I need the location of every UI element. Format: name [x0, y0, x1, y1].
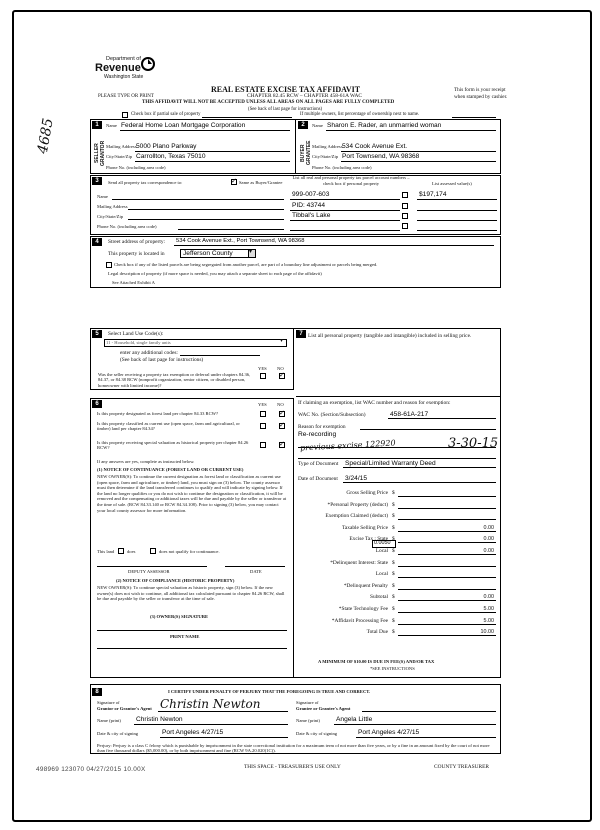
- section-7-badge: 7: [296, 330, 306, 338]
- county-treasurer-label: COUNTY TREASURER: [434, 764, 489, 770]
- grantor-agent-label: Grantor or Grantor's Agent: [97, 706, 152, 711]
- additional-codes-label: enter any additional codes:: [120, 350, 178, 356]
- grantor-name-line: [134, 724, 288, 725]
- sec5-yes-checkbox[interactable]: [260, 373, 266, 379]
- partial-sale-line: [202, 117, 292, 118]
- forest-yes-checkbox[interactable]: [260, 411, 266, 417]
- buyer-name-line: [326, 130, 496, 131]
- tax-row-line: [398, 531, 496, 532]
- grantee-date-line: [356, 737, 496, 738]
- seller-city-line: [135, 161, 290, 162]
- buyer-address-line: [341, 151, 496, 152]
- dollar-sign: $: [392, 525, 395, 531]
- street-address[interactable]: 534 Cook Avenue Ext., Port Townsend, WA 98368: [176, 238, 305, 244]
- parcel-2-checkbox[interactable]: [402, 203, 408, 209]
- sec3-address-line: [128, 209, 284, 210]
- grantor-name-label: Name (print): [97, 718, 121, 723]
- county-value: Jefferson County: [183, 250, 233, 257]
- parcel-4-line: [290, 230, 400, 231]
- please-type: PLEASE TYPE OR PRINT: [98, 94, 154, 99]
- seller-address-line: [135, 151, 290, 152]
- grantee-agent-label: Grantee or Grantee's Agent: [296, 706, 351, 711]
- sec6-yes-header: YES: [258, 402, 267, 407]
- dollar-sign: $: [392, 513, 395, 519]
- certify-statement: I CERTIFY UNDER PENALTY OF PERJURY THAT THE FOREGOING IS TRUE AND CORRECT.: [168, 689, 371, 694]
- tax-row-value[interactable]: 0.00: [483, 548, 494, 554]
- sec3-phone-label: Phone No. (including area code): [97, 224, 157, 229]
- assessed-line-4: [417, 230, 497, 231]
- tax-row-line: [398, 577, 496, 578]
- dollar-sign: $: [392, 490, 395, 496]
- tax-row-line: [398, 624, 496, 625]
- send-correspondence-label: Send all property tax correspondence to:: [108, 180, 183, 185]
- doc-date-value[interactable]: 3/24/15: [345, 475, 367, 482]
- receipt-note-2: when stamped by cashier.: [454, 94, 508, 100]
- receipt-note-1: This form is your receipt: [454, 87, 506, 93]
- handwritten-note: previous excise 122920: [299, 438, 396, 453]
- doc-date-line: [343, 482, 496, 483]
- buyer-city[interactable]: Port Townsend, WA 98368: [342, 153, 420, 160]
- additional-codes-line: [180, 355, 260, 356]
- parcel-2-line: [290, 210, 400, 211]
- tax-row-value[interactable]: 0.00: [483, 594, 494, 600]
- handwritten-date: 3-30-15: [448, 436, 499, 451]
- revenue-logo-icon: [141, 57, 155, 71]
- tax-row-label: Taxable Selling Price: [341, 525, 388, 531]
- deputy-date-line: [225, 566, 285, 567]
- seller-label: SELLER GRANTOR: [94, 140, 106, 166]
- historic-question: Is this property receiving special valuation as historical property per chapter 84.26 RCW?: [97, 440, 249, 451]
- tax-row-label: Local: [375, 548, 388, 554]
- historic-no-checkbox[interactable]: [279, 442, 285, 448]
- sec3-phone-line: [178, 229, 284, 230]
- dollar-sign: $: [392, 560, 395, 566]
- seller-address-label: Mailing Address: [106, 144, 137, 149]
- seller-name-label: Name: [106, 123, 117, 128]
- agency-state: Washington State: [104, 74, 144, 80]
- tax-row-label: Exemption Claimed (deduct): [325, 513, 388, 519]
- seller-address[interactable]: 5000 Plano Parkway: [136, 143, 197, 150]
- assessed-line-2: [417, 210, 497, 211]
- this-land-label: This land: [97, 549, 115, 554]
- seller-phone-label: Phone No. (including area code): [106, 165, 166, 170]
- historic-title: (2) NOTICE OF COMPLIANCE (HISTORIC PROPERTY): [116, 578, 235, 583]
- dollar-sign: $: [392, 502, 395, 508]
- forest-land-question: Is this property designated as forest land per chapter 84.33 RCW?: [97, 411, 219, 416]
- grantee-date-label: Date & city of signing: [296, 731, 338, 736]
- multiple-owners-note: If multiple owners, list percentage of ownership next to name.: [300, 112, 420, 117]
- owner-signature-label: (3) OWNER(S) SIGNATURE: [150, 614, 209, 619]
- grantor-date-label: Date & city of signing: [97, 731, 139, 736]
- grantee-signature-of: Signature of: [296, 700, 319, 705]
- parcel-4-checkbox[interactable]: [402, 223, 408, 229]
- dollar-sign: $: [392, 583, 395, 589]
- tax-row-line: [398, 566, 496, 567]
- tax-row-line: [398, 600, 496, 601]
- dollar-sign: $: [392, 629, 395, 635]
- tax-row-value[interactable]: 0.00: [483, 536, 494, 542]
- tax-row-label: *Delinquent Interest: State: [330, 560, 388, 566]
- grantee-signature-line: [362, 711, 496, 712]
- agency-name: Revenue: [95, 62, 141, 74]
- multiple-owners-line: [452, 117, 496, 118]
- legal-description-value[interactable]: See Attached Exhibit A: [112, 280, 155, 285]
- tax-row-line: [398, 496, 496, 497]
- parcel-3-line: [290, 220, 400, 221]
- sec3-name-label: Name: [97, 194, 108, 199]
- buyer-label: BUYER GRANTEE: [300, 140, 312, 166]
- doc-date-label: Date of Document: [298, 476, 338, 482]
- seller-city[interactable]: Carrollton, Texas 75010: [136, 153, 206, 160]
- section-5-badge: 5: [92, 330, 102, 338]
- current-use-no-checkbox[interactable]: [279, 423, 285, 429]
- tax-row-line: [398, 554, 496, 555]
- tax-row-value[interactable]: 0.00: [483, 525, 494, 531]
- wac-label: WAC No. (Section/Subsection): [298, 412, 366, 418]
- does-qualify-checkbox[interactable]: [118, 548, 124, 554]
- section-6-badge: 6: [92, 400, 102, 408]
- dollar-sign: $: [392, 571, 395, 577]
- land-use-value: 11 - Household, single family units: [106, 340, 171, 345]
- buyer-address[interactable]: 534 Cook Avenue Ext.: [342, 143, 408, 150]
- tax-row-label: Local: [375, 571, 388, 577]
- parcel-3[interactable]: Tibbal's Lake: [292, 212, 331, 219]
- dollar-sign: $: [392, 536, 395, 542]
- tax-row-line: [398, 635, 496, 636]
- parcel-1-line: [290, 199, 400, 200]
- sec5-see-back: (See back of last page for instructions): [120, 357, 204, 363]
- same-as-buyer-label: Same as Buyer/Grantee: [239, 180, 283, 185]
- sec3-city-line: [128, 219, 284, 220]
- seller-name-line: [120, 130, 290, 131]
- does-not-qualify-checkbox[interactable]: [150, 548, 156, 554]
- tax-row-line: [398, 589, 496, 590]
- parcel-header: List all real and personal property tax parcel account numbers – check box if personal property: [292, 175, 410, 186]
- tax-row-value[interactable]: 5.00: [483, 606, 494, 612]
- margin-note: 4685: [34, 117, 57, 155]
- perjury-notice: Perjury: Perjury is a class C felony which is punishable by imprisonment in the state correctional institution for a maximum term of not more than five years, or by a fine in an amount fixed by the court of not more than five thousand dollars ($5,000.00), or by both imprisonment and fine (RCW 9A.20.020(1C)).: [97, 743, 490, 754]
- grantee-name-label: Name (print): [296, 718, 320, 723]
- minimum-due-note: A MINIMUM OF $10.00 IS DUE IN FEE(S) AND/OR TAX: [318, 659, 435, 664]
- continuance-title: (1) NOTICE OF CONTINUANCE (FOREST LAND OR CURRENT USE): [97, 467, 244, 472]
- grantor-signature[interactable]: Christin Newton: [160, 697, 261, 711]
- deputy-date-label: DATE: [250, 569, 262, 574]
- land-use-chevron-icon: ▾: [280, 338, 284, 344]
- tax-row-line: [398, 508, 496, 509]
- historic-yes-checkbox[interactable]: [260, 442, 266, 448]
- form-chapter: CHAPTER 82.45 RCW – CHAPTER 458-61A WAC: [247, 93, 362, 99]
- tax-row-label: Total Due: [366, 629, 388, 635]
- treasurer-stamp: 498969 123070 04/27/2015 10.00X: [36, 766, 146, 773]
- section-2-badge: 2: [298, 121, 308, 129]
- form-title: REAL ESTATE EXCISE TAX AFFIDAVIT: [211, 85, 361, 94]
- does-label: does: [127, 549, 136, 554]
- tax-row-label: *Personal Property (deduct): [327, 502, 388, 508]
- grantor-signature-line: [158, 711, 288, 712]
- personal-property-label: List all personal property (tangible and intangible) included in selling price.: [308, 333, 472, 339]
- wac-number[interactable]: 458-61A-217: [390, 411, 429, 418]
- grantee-name[interactable]: Angela Little: [336, 716, 373, 723]
- parties-divider: [295, 119, 296, 174]
- treasurer-use-label: THIS SPACE - TREASURER'S USE ONLY: [244, 764, 341, 770]
- tax-row-line: [398, 542, 496, 543]
- doc-type-label: Type of Document: [298, 461, 339, 467]
- parcel-2[interactable]: PID: 43744: [292, 202, 325, 209]
- sec5-no-checkbox[interactable]: [279, 373, 285, 379]
- assessed-header: List assessed value(s): [432, 181, 472, 186]
- partial-sale-label: Check box if partial sale of property: [131, 112, 201, 117]
- current-use-question: Is this property classified as current use (open space, farm and agricultural, or timber) land per chapter 84.34?: [97, 421, 240, 432]
- seller-city-label: City/State/Zip: [106, 154, 133, 159]
- parcel-1[interactable]: 999-007-603: [292, 191, 330, 198]
- partial-sale-checkbox[interactable]: [122, 112, 128, 118]
- section-4-badge: 4: [92, 238, 102, 246]
- tax-row-value[interactable]: 5.00: [483, 618, 494, 624]
- assessed-value[interactable]: $197,174: [419, 191, 447, 198]
- agency-dept: Department of: [106, 56, 141, 62]
- sec7-divider: [296, 396, 501, 397]
- tax-row-value[interactable]: 10.00: [480, 629, 494, 635]
- seller-name[interactable]: Federal Home Loan Mortgage Corporation: [121, 122, 246, 129]
- street-address-label: Street address of property:: [108, 239, 166, 245]
- reason-line: [360, 429, 496, 430]
- reason-value[interactable]: Re-recording: [298, 431, 337, 438]
- if-yes-note: If any answers are yes, complete as instructed below.: [97, 459, 195, 464]
- segregated-label: Check box if any of the listed parcels are being segregated from another parcel, are part of a boundary line adjustment or parcels being merged.: [114, 262, 378, 267]
- tax-row-label: *Delinquent Penalty: [343, 583, 388, 589]
- grantor-date-city[interactable]: Port Angeles 4/27/15: [162, 729, 224, 736]
- dollar-sign: $: [392, 618, 395, 624]
- owner-signature-line: [97, 630, 287, 631]
- tax-row-label: Excise Tax : State: [349, 536, 388, 542]
- sec5-no-header: NO: [277, 366, 284, 371]
- street-address-line: [174, 245, 494, 246]
- chevron-down-icon: ▾: [249, 249, 253, 255]
- dollar-sign: $: [392, 548, 395, 554]
- grantor-date-line: [160, 737, 288, 738]
- grantee-name-line: [334, 724, 496, 725]
- tax-row-line: [398, 519, 496, 520]
- form-see-back: (See back of last page for instructions): [248, 107, 323, 112]
- print-name-label: PRINT NAME: [170, 634, 200, 639]
- continuance-body: NEW OWNER(S): To continue the current designation as forest land or classification as current use (open space, farm and agriculture, or timber) land, you must sign on (3) below. The county assessor must then determine if the land transferred continues to qualify and will indicate by signing below. If the land no longer qualifies or you do not wish to continue the designation or classification, it will be removed and the compensating or additional taxes will be due and payable by the seller or transferor at the time of sale. (RCW 84.33.140 or RCW 84.34.108). Prior to signing (3) below, you may contact your local county assessor for more information.: [97, 474, 287, 513]
- grantor-name[interactable]: Christin Newton: [136, 716, 183, 723]
- tax-row-line: [398, 612, 496, 613]
- print-name-line: [97, 648, 287, 649]
- does-not-label: does not qualify for continuance.: [159, 549, 220, 554]
- sec5-question: Was the seller receiving a property tax exemption or deferral under chapters 84.36, 84.37, or 84.38 RCW (nonprofit organization, senior citizen, or disabled person, homeowner with limited income)?: [98, 372, 251, 388]
- deputy-assessor-label: DEPUTY ASSESSOR: [128, 569, 170, 574]
- forest-no-checkbox[interactable]: [279, 411, 285, 417]
- tax-row-label: Subtotal: [370, 594, 388, 600]
- buyer-name-label: Name: [312, 123, 323, 128]
- deputy-line: [97, 566, 207, 567]
- section-1-badge: 1: [92, 121, 102, 129]
- doc-type-value[interactable]: Special/Limited Warranty Deed: [345, 460, 436, 467]
- located-in-label: This property is located in: [108, 251, 165, 257]
- sec3-name-line: [112, 199, 284, 200]
- parcel-1-checkbox[interactable]: [402, 192, 408, 198]
- grantor-signature-of: Signature of: [97, 700, 120, 705]
- buyer-phone-label: Phone No. (including area code): [312, 165, 372, 170]
- sec3-address-label: Mailing Address: [97, 204, 128, 209]
- tax-row-label: *Affidavit Processing Fee: [331, 618, 388, 624]
- reason-label: Reason for exemption: [298, 424, 346, 430]
- sec6-no-header: NO: [277, 402, 284, 407]
- buyer-name[interactable]: Sharon E. Rader, an unmarried woman: [327, 122, 442, 129]
- see-instructions-note: *SEE INSTRUCTIONS: [370, 666, 415, 671]
- sec3-city-label: City/State/Zip: [97, 214, 124, 219]
- segregated-checkbox[interactable]: [106, 262, 112, 268]
- buyer-city-line: [341, 161, 496, 162]
- local-rate: 0.0050: [374, 540, 391, 546]
- same-as-buyer-checkbox[interactable]: [231, 179, 237, 185]
- exemption-label: If claiming an exemption, list WAC number and reason for exemption:: [298, 400, 451, 406]
- form-warning: THIS AFFIDAVIT WILL NOT BE ACCEPTED UNLESS ALL AREAS ON ALL PAGES ARE FULLY COMPLETED: [142, 100, 395, 105]
- buyer-address-label: Mailing Address: [312, 144, 343, 149]
- legal-description-label: Legal description of property (if more space is needed, you may attach a separate sheet to each page of the affidavit): [108, 271, 322, 276]
- assessed-line-1: [417, 199, 497, 200]
- section-3-badge: 3: [92, 177, 102, 185]
- doc-type-line: [343, 467, 496, 468]
- buyer-city-label: City/State/Zip: [312, 154, 339, 159]
- historic-body: NEW OWNER(S): To continue special valuation as historic property, sign (3) below. If the new owner(s) does not wish to continue, all additional tax calculated pursuant to chapter 84.26 RCW, shall be due and payable by the seller or transferor at the time of sale.: [97, 585, 285, 602]
- wac-line: [388, 418, 496, 419]
- tax-row-label: Gross Selling Price: [346, 490, 388, 496]
- dollar-sign: $: [392, 606, 395, 612]
- reason-line-3: [298, 458, 496, 459]
- sec5-yes-header: YES: [258, 366, 267, 371]
- current-use-yes-checkbox[interactable]: [260, 423, 266, 429]
- assessed-line-3: [417, 220, 497, 221]
- grantee-date-city[interactable]: Port Angeles 4/27/15: [358, 729, 420, 736]
- parcel-3-checkbox[interactable]: [402, 213, 408, 219]
- section-8-badge: 8: [92, 688, 102, 696]
- dollar-sign: $: [392, 594, 395, 600]
- tax-row-label: *State Technology Fee: [338, 606, 388, 612]
- land-use-title: Select Land Use Code(s):: [108, 331, 164, 337]
